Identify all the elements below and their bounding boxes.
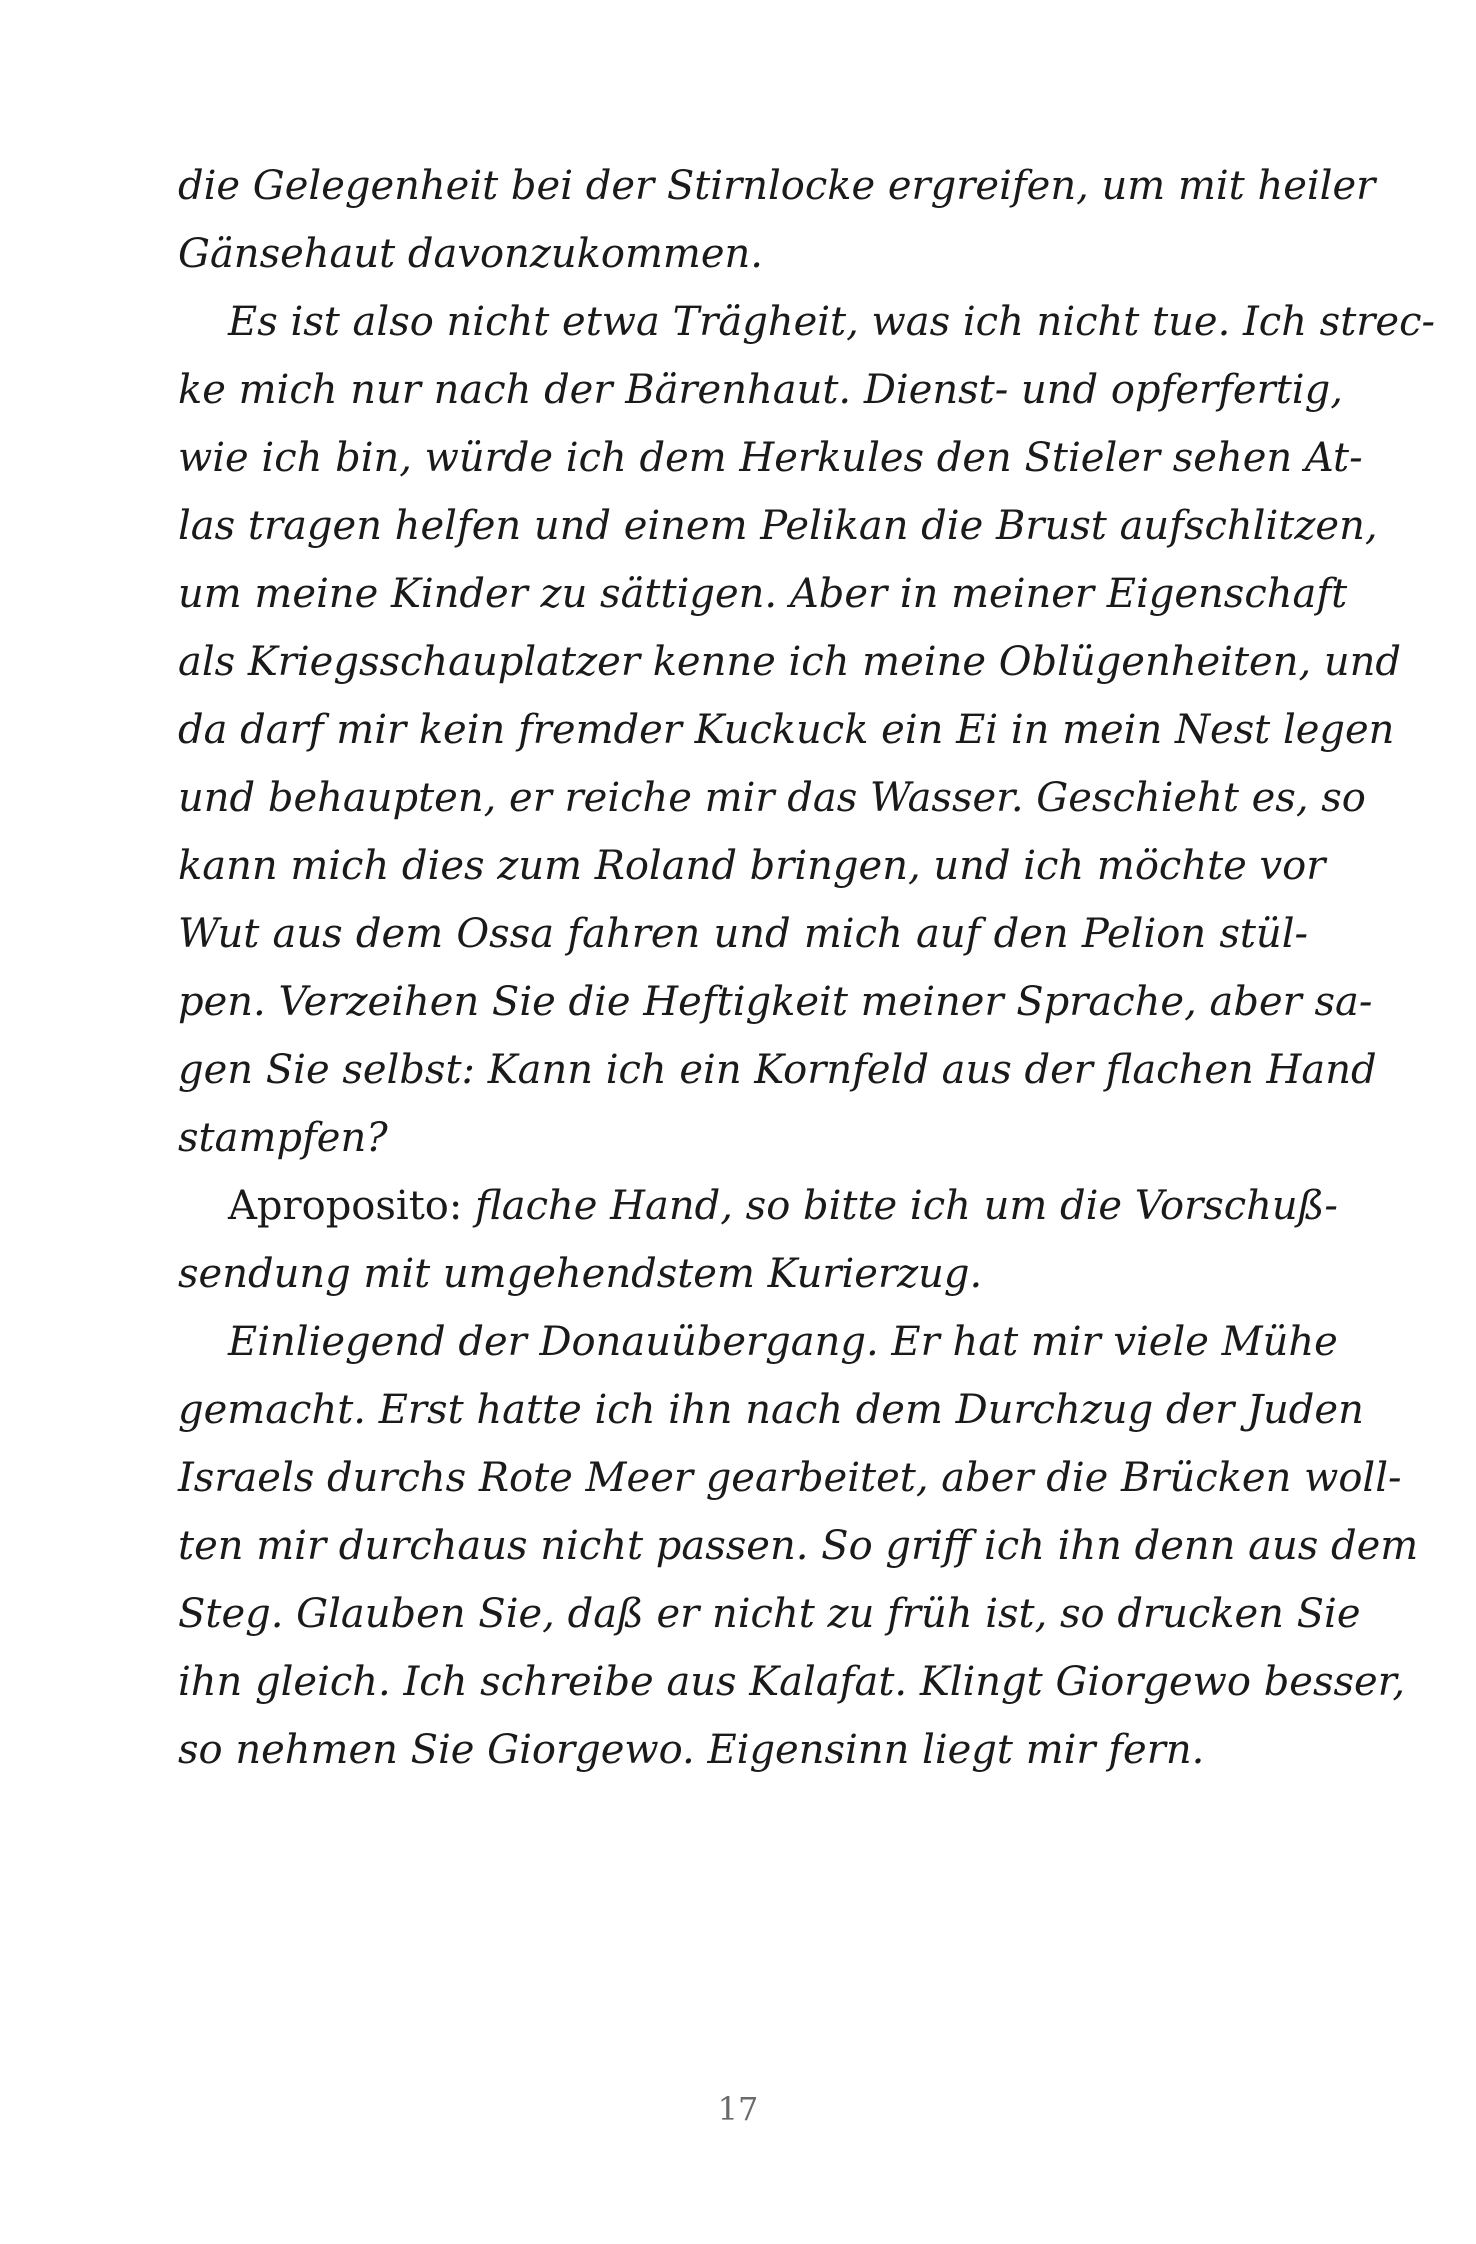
text-line: Es ist also nicht etwa Trägheit, was ich nicht tue. Ich strec- [228,299,1435,345]
text-line: so nehmen Sie Giorgewo. Eigensinn liegt mir fern. [178,1727,1205,1773]
text-line: pen. Verzeihen Sie die Heftigkeit meiner Sprache, aber sa- [178,979,1373,1025]
text-line: las tragen helfen und einem Pelikan die Brust aufschlitzen, [178,503,1378,549]
body-text [178,152,1435,1784]
apropos-rest: flache Hand, so bitte ich um die Vorschuß- [462,1183,1338,1229]
page-number: 17 [717,2090,759,2128]
text-line: gen Sie selbst: Kann ich ein Kornfeld aus der flachen Hand [178,1047,1377,1093]
text-line: Wut aus dem Ossa fahren und mich auf den Pelion stül- [178,911,1308,957]
text-line: ihn gleich. Ich schreibe aus Kalafat. Klingt Giorgewo besser, [178,1659,1406,1705]
text-line: Israels durchs Rote Meer gearbeitet, aber die Brücken woll- [178,1455,1402,1501]
text-line: die Gelegenheit bei der Stirnlocke ergreifen, um mit heiler [178,163,1376,209]
apropos-word: Aproposito: [228,1183,463,1229]
text-line: als Kriegsschauplatzer kenne ich meine Oblügenheiten, und [178,639,1402,685]
text-line: ke mich nur nach der Bärenhaut. Dienst- und opferfertig, [178,367,1343,413]
text-line: stampfen? [178,1115,388,1161]
text-line: wie ich bin, würde ich dem Herkules den Stieler sehen At- [178,435,1363,481]
paragraph-group-1 [178,152,1435,1172]
text-line: um meine Kinder zu sättigen. Aber in meiner Eigenschaft [178,571,1348,617]
text-line: kann mich dies zum Roland bringen, und ich möchte vor [178,843,1326,889]
paragraph-group-2 [178,1240,1419,1784]
text-line: Steg. Glauben Sie, daß er nicht zu früh ist, so drucken Sie [178,1591,1361,1637]
text-line: Einliegend der Donauübergang. Er hat mir viele Mühe [228,1319,1338,1365]
text-line: gemacht. Erst hatte ich ihn nach dem Durchzug der Juden [178,1387,1364,1433]
text-line: sendung mit umgehendstem Kurierzug. [178,1251,983,1297]
text-line-apropos [178,1172,1338,1240]
text-line: und behaupten, er reiche mir das Wasser. Geschieht es, so [178,775,1366,821]
text-line: ten mir durchaus nicht passen. So griff ich ihn denn aus dem [178,1523,1419,1569]
text-line: Gänsehaut davonzukommen. [178,231,763,277]
text-line: da darf mir kein fremder Kuckuck ein Ei in mein Nest legen [178,707,1395,753]
